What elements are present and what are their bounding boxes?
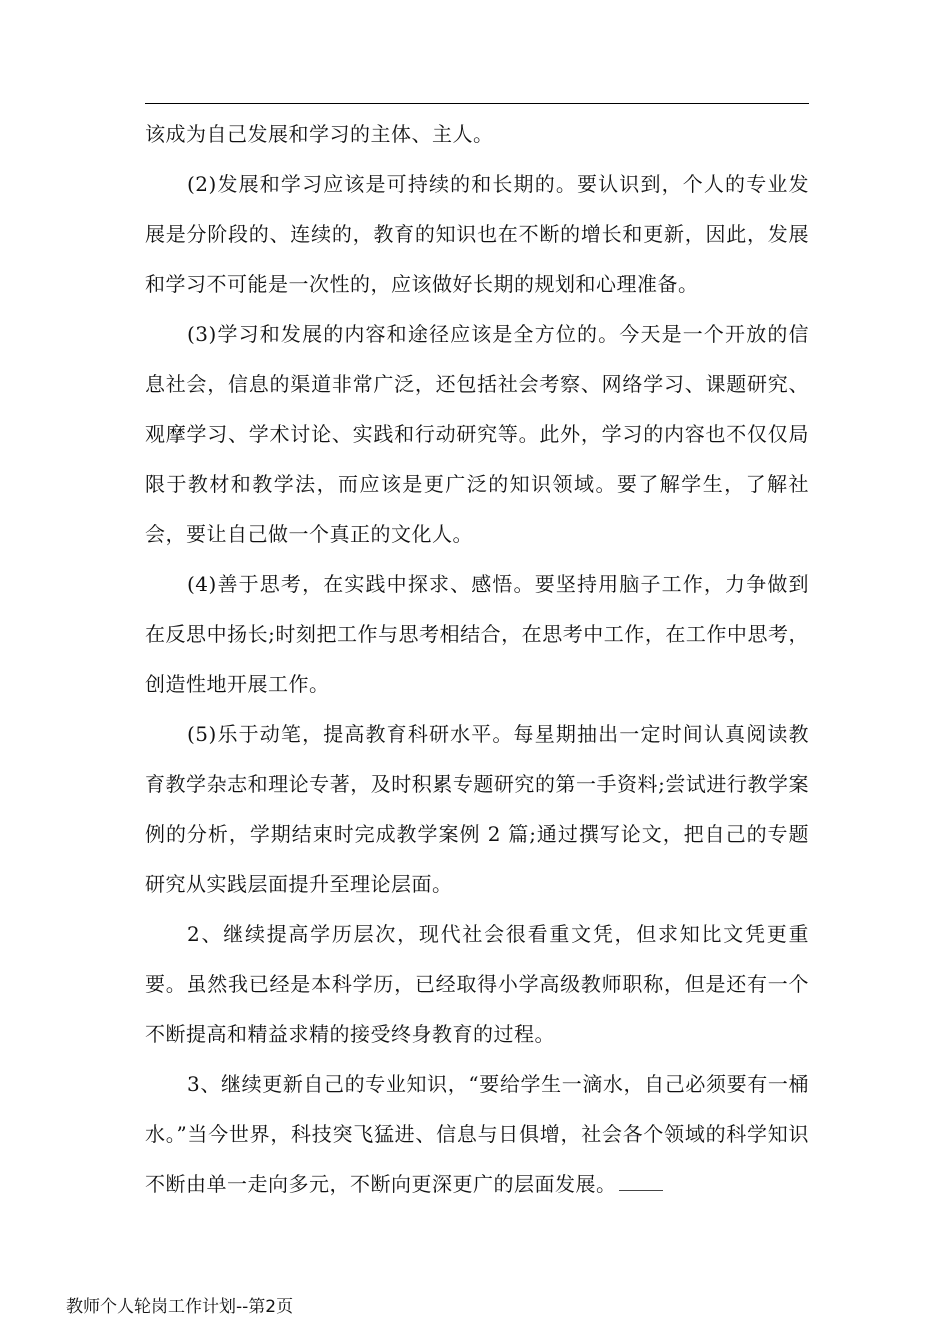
paragraph-item-5: (5)乐于动笔，提高教育科研水平。每星期抽出一定时间认真阅读教育教学杂志和理论专著，及时积累专题研究的第一手资料;尝试进行教学案例的分析，学期结束时完成教学案例 2 篇;通过撰写论文，把自己的专题研究从实践层面提升至理论层面。 — [145, 722, 809, 896]
continuation-blank-line — [619, 1172, 663, 1191]
header-rule — [145, 103, 809, 104]
page-footer: 教师个人轮岗工作计划--第2页 — [66, 1297, 294, 1317]
paragraph-section-2: 2、继续提高学历层次，现代社会很看重文凭，但求知比文凭更重要。虽然我已经是本科学历，已经取得小学高级教师职称，但是还有一个不断提高和精益求精的接受终身教育的过程。 — [145, 922, 809, 1046]
paragraph-section-3 — [145, 1059, 809, 1209]
paragraph-item-3: (3)学习和发展的内容和途径应该是全方位的。今天是一个开放的信息社会，信息的渠道非常广泛，还包括社会考察、网络学习、课题研究、观摩学习、学术讨论、实践和行动研究等。此外，学习的内容也不仅仅局限于教材和教学法，而应该是更广泛的知识领域。要了解学生，了解社会，要让自己做一个真正的文化人。 — [145, 322, 809, 546]
paragraph-continuation: 该成为自己发展和学习的主体、主人。 — [145, 122, 494, 146]
document-body — [145, 109, 809, 1209]
paragraph-item-2: (2)发展和学习应该是可持续的和长期的。要认识到，个人的专业发展是分阶段的、连续的，教育的知识也在不断的增长和更新，因此，发展和学习不可能是一次性的，应该做好长期的规划和心理准备。 — [145, 172, 809, 296]
paragraph-item-4: (4)善于思考，在实践中探求、感悟。要坚持用脑子工作，力争做到在反思中扬长;时刻把工作与思考相结合，在思考中工作，在工作中思考，创造性地开展工作。 — [145, 572, 809, 696]
paragraph-section-3-text: 3、继续更新自己的专业知识，“要给学生一滴水，自己必须要有一桶水。”当今世界，科技突飞猛进、信息与日俱增，社会各个领域的科学知识不断由单一走向多元，不断向更深更广的层面发展。 — [145, 1072, 809, 1196]
